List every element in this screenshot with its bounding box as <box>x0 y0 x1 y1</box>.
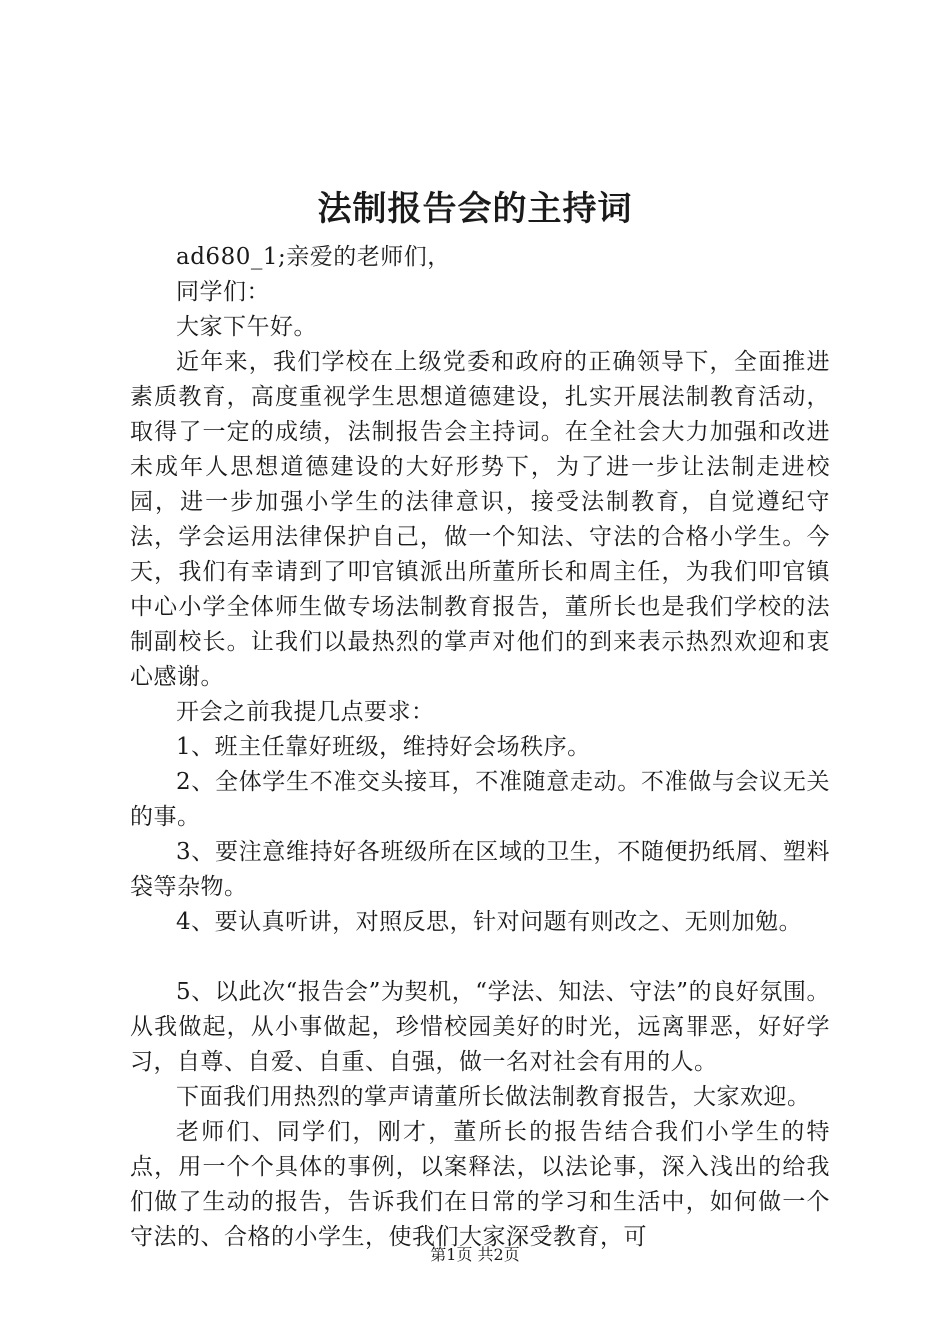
paragraph-welcome-report: 下面我们用热烈的掌声请董所长做法制教育报告，大家欢迎。 <box>176 1084 811 1110</box>
page-title: 法制报告会的主持词 <box>317 189 633 229</box>
paragraph-requirement-3: 3、要注意维持好各班级所在区域的卫生，不随便扔纸屑、塑料袋等杂物。 <box>130 839 830 900</box>
paragraph-requirement-2: 2、全体学生不准交头接耳，不准随意走动。不准做与会议无关的事。 <box>130 769 830 830</box>
document-body <box>130 240 830 1255</box>
paragraph-closing-remarks: 老师们、同学们，刚才，董所长的报告结合我们小学生的特点，用一个个具体的事例，以案释法，以法论事，深入浅出的给我们做了生动的报告，告诉我们在日常的学习和生活中，如何做一个守法的、合格的小学生，使我们大家深受教育，可 <box>130 1119 830 1250</box>
paragraph-introduction: 近年来，我们学校在上级党委和政府的正确领导下，全面推进素质教育，高度重视学生思想道德建设，扎实开展法制教育活动，取得了一定的成绩，法制报告会主持词。在全社会大力加强和改进未成年人思想道德建设的大好形势下，为了进一步让法制走进校园，进一步加强小学生的法律意识，接受法制教育，自觉遵纪守法，学会运用法律保护自己，做一个知法、守法的合格小学生。今天，我们有幸请到了叩官镇派出所董所长和周主任，为我们叩官镇中心小学全体师生做专场法制教育报告，董所长也是我们学校的法制副校长。让我们以最热烈的掌声对他们的到来表示热烈欢迎和衷心感谢。 <box>130 349 830 690</box>
paragraph-good-afternoon: 大家下午好。 <box>176 314 317 340</box>
paragraph-requirement-1: 1、班主任靠好班级，维持好会场秩序。 <box>176 734 591 760</box>
page-footer: 第1页 共2页 <box>430 1245 520 1264</box>
paragraph-requirements-intro: 开会之前我提几点要求： <box>176 699 435 725</box>
paragraph-greeting-students: 同学们： <box>176 279 270 305</box>
paragraph-greeting: ad680_1;亲爱的老师们， <box>176 244 451 270</box>
paragraph-requirement-5: 5、以此次“报告会”为契机，“学法、知法、守法”的良好氛围。从我做起，从小事做起，珍惜校园美好的时光，远离罪恶，好好学习，自尊、自爱、自重、自强，做一名对社会有用的人。 <box>130 979 830 1075</box>
paragraph-requirement-4: 4、要认真听讲，对照反思，针对问题有则改之、无则加勉。 <box>176 909 803 935</box>
